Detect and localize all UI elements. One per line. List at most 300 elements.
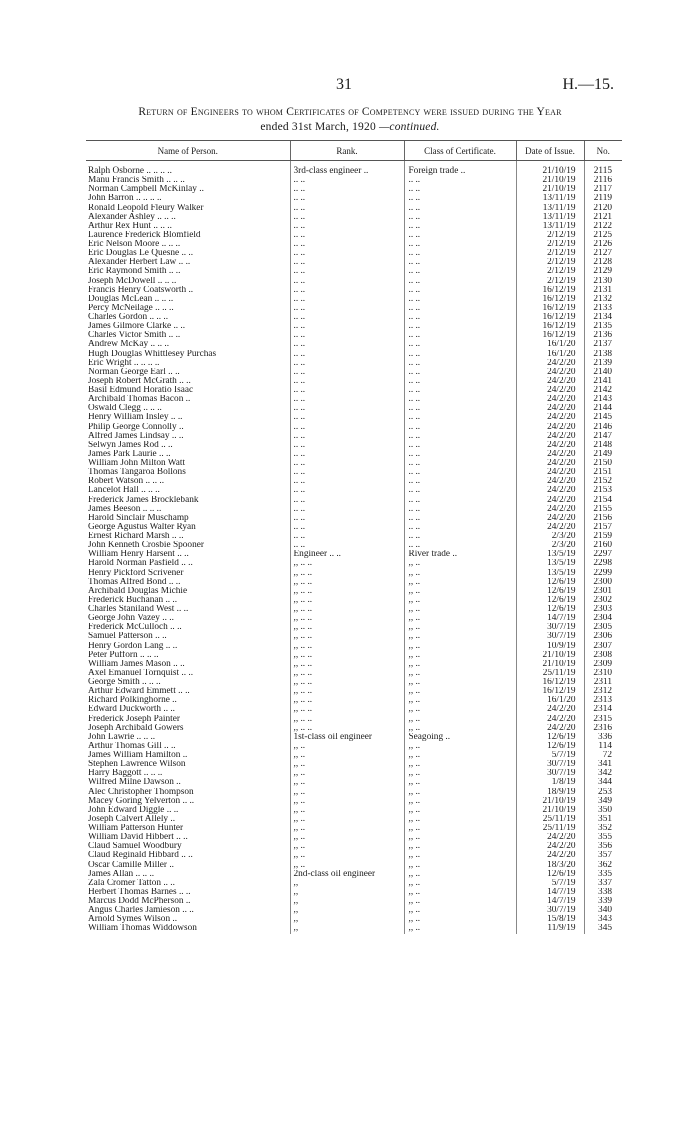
- certificate-class-cell: ,, ..: [404, 687, 516, 696]
- date-of-issue-cell: 18/3/20: [516, 861, 584, 870]
- rank-cell: ,,: [290, 897, 404, 906]
- table-row: [86, 161, 622, 177]
- certificate-number-cell: 2309: [584, 660, 622, 669]
- certificate-class-cell: .. ..: [404, 468, 516, 477]
- date-of-issue-cell: 5/7/19: [516, 751, 584, 760]
- certificate-class-cell: ,, ..: [404, 605, 516, 614]
- table-row: [86, 660, 622, 669]
- certificate-class-cell: .. ..: [404, 386, 516, 395]
- certificate-number-cell: 349: [584, 797, 622, 806]
- person-name-cell: Norman George Earl .. ..: [88, 367, 180, 377]
- table-row: [86, 432, 622, 441]
- certificate-class-cell: .. ..: [404, 459, 516, 468]
- certificate-class-cell: .. ..: [404, 523, 516, 532]
- rank-cell: .. ..: [290, 441, 404, 450]
- date-of-issue-cell: 18/9/19: [516, 788, 584, 797]
- column-header-rank: Rank.: [290, 141, 404, 161]
- date-of-issue-cell: 24/2/20: [516, 432, 584, 441]
- rank-cell: .. ..: [290, 386, 404, 395]
- date-of-issue-cell: 13/11/19: [516, 194, 584, 203]
- date-of-issue-cell: 24/2/20: [516, 413, 584, 422]
- certificate-class-cell: .. ..: [404, 322, 516, 331]
- rank-cell: 3rd-class engineer ..: [290, 161, 404, 177]
- date-of-issue-cell: 13/5/19: [516, 569, 584, 578]
- table-row: [86, 751, 622, 760]
- certificate-class-cell: .. ..: [404, 267, 516, 276]
- date-of-issue-cell: 5/7/19: [516, 879, 584, 888]
- certificate-number-cell: 340: [584, 906, 622, 915]
- rank-cell: .. ..: [290, 185, 404, 194]
- certificate-class-cell: ,, ..: [404, 614, 516, 623]
- rank-cell: .. ..: [290, 304, 404, 313]
- rank-cell: .. ..: [290, 496, 404, 505]
- certificate-number-cell: 2120: [584, 204, 622, 213]
- table-row: [86, 532, 622, 541]
- table-row: [86, 924, 622, 933]
- date-of-issue-cell: 24/2/20: [516, 386, 584, 395]
- table-row: [86, 578, 622, 587]
- person-name-cell: Claud Reginald Hibbard .. ..: [88, 851, 193, 861]
- certificate-class-cell: .. ..: [404, 204, 516, 213]
- rank-cell: .. ..: [290, 413, 404, 422]
- certificate-number-cell: 2115: [584, 161, 622, 177]
- table-row: [86, 450, 622, 459]
- rank-cell: .. ..: [290, 286, 404, 295]
- table-row: [86, 441, 622, 450]
- table-row: [86, 569, 622, 578]
- certificate-class-cell: .. ..: [404, 277, 516, 286]
- rank-cell: .. ..: [290, 249, 404, 258]
- date-of-issue-cell: 16/12/19: [516, 678, 584, 687]
- person-name-cell: Arthur Thomas Gill .. ..: [88, 741, 176, 751]
- certificate-class-cell: .. ..: [404, 404, 516, 413]
- certificate-class-cell: .. ..: [404, 486, 516, 495]
- table-row: [86, 642, 622, 651]
- table-row: [86, 423, 622, 432]
- certificate-class-cell: Foreign trade ..: [404, 161, 516, 177]
- person-name-cell: Manu Francis Smith .. .. ..: [88, 176, 185, 186]
- certificate-number-cell: 355: [584, 833, 622, 842]
- table-row: [86, 806, 622, 815]
- person-name-cell: Selwyn James Rod .. ..: [88, 440, 173, 450]
- table-row: [86, 514, 622, 523]
- person-name-cell: Alec Christopher Thompson: [88, 787, 194, 797]
- table-row: [86, 897, 622, 906]
- certificate-class-cell: ,, ..: [404, 715, 516, 724]
- certificate-number-cell: 356: [584, 842, 622, 851]
- rank-cell: ,, .. ..: [290, 678, 404, 687]
- date-of-issue-cell: 21/10/19: [516, 806, 584, 815]
- person-name-cell: George Smith .. .. ..: [88, 678, 161, 687]
- date-of-issue-cell: 16/1/20: [516, 340, 584, 349]
- rank-cell: .. ..: [290, 486, 404, 495]
- date-of-issue-cell: 24/2/20: [516, 477, 584, 486]
- certificate-class-cell: ,, ..: [404, 778, 516, 787]
- rank-cell: ,,: [290, 906, 404, 915]
- date-of-issue-cell: 24/2/20: [516, 377, 584, 386]
- certificate-class-cell: .. ..: [404, 240, 516, 249]
- person-name-cell: Francis Henry Coatsworth ..: [88, 285, 194, 295]
- table-row: [86, 176, 622, 185]
- date-of-issue-cell: 16/12/19: [516, 331, 584, 340]
- table-row: [86, 359, 622, 368]
- date-of-issue-cell: 21/10/19: [516, 797, 584, 806]
- date-of-issue-cell: 21/10/19: [516, 660, 584, 669]
- person-name-cell: James William Hamilton ..: [88, 751, 188, 760]
- rank-cell: .. ..: [290, 222, 404, 231]
- certificate-number-cell: 2125: [584, 231, 622, 240]
- certificate-class-cell: .. ..: [404, 222, 516, 231]
- certificate-class-cell: ,, ..: [404, 861, 516, 870]
- certificate-number-cell: 253: [584, 788, 622, 797]
- certificate-class-cell: .. ..: [404, 213, 516, 222]
- date-of-issue-cell: 12/6/19: [516, 742, 584, 751]
- rank-cell: ,, ..: [290, 861, 404, 870]
- person-name-cell: William David Hibbert .. ..: [88, 833, 188, 843]
- date-of-issue-cell: 12/6/19: [516, 596, 584, 605]
- certificate-number-cell: 2156: [584, 514, 622, 523]
- certificate-class-cell: .. ..: [404, 395, 516, 404]
- person-name-cell: Stephen Lawrence Wilson: [88, 760, 186, 770]
- certificate-number-cell: 2119: [584, 194, 622, 203]
- certificate-class-cell: ,, ..: [404, 879, 516, 888]
- table-row: [86, 906, 622, 915]
- rank-cell: ,, .. ..: [290, 724, 404, 733]
- person-name-cell: John Lawrie .. .. ..: [88, 732, 156, 742]
- rank-cell: ,, .. ..: [290, 578, 404, 587]
- table-row: [86, 368, 622, 377]
- table-row: [86, 614, 622, 623]
- rank-cell: 1st-class oil engineer: [290, 733, 404, 742]
- table-row: [86, 760, 622, 769]
- date-of-issue-cell: 2/3/20: [516, 532, 584, 541]
- table-row: [86, 605, 622, 614]
- rank-cell: Engineer .. ..: [290, 550, 404, 559]
- certificate-number-cell: 338: [584, 888, 622, 897]
- rank-cell: .. ..: [290, 377, 404, 386]
- person-name-cell: Andrew McKay .. .. ..: [88, 340, 170, 350]
- person-name-cell: Samuel Patterson .. ..: [88, 632, 167, 642]
- certificate-number-cell: 352: [584, 824, 622, 833]
- date-of-issue-cell: 13/11/19: [516, 204, 584, 213]
- table-row: [86, 724, 622, 733]
- certificate-class-cell: ,, ..: [404, 678, 516, 687]
- certificate-class-cell: ,, ..: [404, 824, 516, 833]
- table-row: [86, 705, 622, 714]
- column-header-name: Name of Person.: [86, 141, 290, 161]
- date-of-issue-cell: 12/6/19: [516, 733, 584, 742]
- person-name-cell: James Beeson .. .. ..: [88, 504, 162, 514]
- certificate-number-cell: 350: [584, 806, 622, 815]
- rank-cell: ,,: [290, 879, 404, 888]
- certificate-class-cell: ,, ..: [404, 815, 516, 824]
- rank-cell: ,, .. ..: [290, 632, 404, 641]
- certificate-class-cell: .. ..: [404, 249, 516, 258]
- rank-cell: .. ..: [290, 523, 404, 532]
- date-of-issue-cell: 24/2/20: [516, 851, 584, 860]
- person-name-cell: Basil Edmund Horatio Isaac: [88, 386, 194, 395]
- certificate-number-cell: 339: [584, 897, 622, 906]
- rank-cell: .. ..: [290, 505, 404, 514]
- table-row: [86, 632, 622, 641]
- table-row: [86, 477, 622, 486]
- certificate-class-cell: ,, ..: [404, 705, 516, 714]
- rank-cell: .. ..: [290, 477, 404, 486]
- table-row: [86, 231, 622, 240]
- certificate-number-cell: 2116: [584, 176, 622, 185]
- table-body: [86, 161, 622, 934]
- date-of-issue-cell: 2/12/19: [516, 277, 584, 286]
- date-of-issue-cell: 12/6/19: [516, 587, 584, 596]
- table-row: [86, 778, 622, 787]
- certificate-class-cell: ,, ..: [404, 596, 516, 605]
- date-of-issue-cell: 1/8/19: [516, 778, 584, 787]
- date-of-issue-cell: 10/9/19: [516, 642, 584, 651]
- table-row: [86, 286, 622, 295]
- table-row: [86, 258, 622, 267]
- person-name-cell: Eric Wright .. .. .. ..: [88, 358, 160, 368]
- person-name-cell: Edward Duckworth .. ..: [88, 705, 176, 715]
- certificate-class-cell: ,, ..: [404, 924, 516, 933]
- certificate-class-cell: ,, ..: [404, 833, 516, 842]
- date-of-issue-cell: 2/12/19: [516, 231, 584, 240]
- certificate-class-cell: ,, ..: [404, 660, 516, 669]
- certificate-number-cell: 2299: [584, 569, 622, 578]
- certificates-table: [86, 140, 622, 934]
- certificate-number-cell: 2316: [584, 724, 622, 733]
- rank-cell: ,, .. ..: [290, 705, 404, 714]
- person-name-cell: Lancelot Hall .. .. ..: [88, 486, 160, 496]
- date-of-issue-cell: 14/7/19: [516, 614, 584, 623]
- date-of-issue-cell: 11/9/19: [516, 924, 584, 933]
- certificate-class-cell: ,, ..: [404, 788, 516, 797]
- certificate-class-cell: Seagoing ..: [404, 733, 516, 742]
- certificate-number-cell: 343: [584, 915, 622, 924]
- certificate-number-cell: 2311: [584, 678, 622, 687]
- date-of-issue-cell: 24/2/20: [516, 395, 584, 404]
- person-name-cell: Alfred James Lindsay .. ..: [88, 431, 184, 441]
- column-header-date: Date of Issue.: [516, 141, 584, 161]
- rank-cell: .. ..: [290, 423, 404, 432]
- date-of-issue-cell: 16/12/19: [516, 286, 584, 295]
- certificate-number-cell: 2135: [584, 322, 622, 331]
- person-name-cell: Ralph Osborne .. .. .. ..: [88, 166, 172, 176]
- certificate-class-cell: .. ..: [404, 359, 516, 368]
- certificate-number-cell: 2134: [584, 313, 622, 322]
- date-of-issue-cell: 24/2/20: [516, 468, 584, 477]
- date-of-issue-cell: 24/2/20: [516, 423, 584, 432]
- rank-cell: .. ..: [290, 368, 404, 377]
- person-name-cell: Arnold Symes Wilson ..: [88, 915, 178, 925]
- person-name-cell: John Barron .. .. .. ..: [88, 194, 162, 204]
- certificate-number-cell: 2312: [584, 687, 622, 696]
- date-of-issue-cell: 30/7/19: [516, 632, 584, 641]
- rank-cell: ,,: [290, 888, 404, 897]
- certificate-number-cell: 2138: [584, 350, 622, 359]
- table-row: [86, 194, 622, 203]
- person-name-cell: William Thomas Widdowson: [88, 924, 197, 934]
- person-name-cell: Ronald Leopold Fleury Walker: [88, 203, 204, 213]
- person-name-cell: Henry Gordon Lang .. ..: [88, 641, 178, 651]
- rank-cell: .. ..: [290, 468, 404, 477]
- certificate-number-cell: 2154: [584, 496, 622, 505]
- rank-cell: ,, .. ..: [290, 669, 404, 678]
- person-name-cell: Percy McNeilage .. .. ..: [88, 303, 174, 313]
- date-of-issue-cell: 30/7/19: [516, 760, 584, 769]
- table-row: [86, 879, 622, 888]
- rank-cell: .. ..: [290, 258, 404, 267]
- certificate-class-cell: .. ..: [404, 514, 516, 523]
- person-name-cell: Thomas Tangaroa Bollons: [88, 468, 186, 478]
- certificate-number-cell: 2315: [584, 715, 622, 724]
- rank-cell: ,, ..: [290, 833, 404, 842]
- table-row: [86, 277, 622, 286]
- rank-cell: ,, .. ..: [290, 715, 404, 724]
- person-name-cell: William John Milton Watt: [88, 459, 186, 468]
- certificate-class-cell: .. ..: [404, 441, 516, 450]
- person-name-cell: George John Vazey .. ..: [88, 614, 174, 624]
- date-of-issue-cell: 24/2/20: [516, 359, 584, 368]
- rank-cell: .. ..: [290, 459, 404, 468]
- rank-cell: ,, .. ..: [290, 569, 404, 578]
- person-name-cell: John Edward Diggle .. ..: [88, 805, 179, 815]
- date-of-issue-cell: 14/7/19: [516, 897, 584, 906]
- date-of-issue-cell: 24/2/20: [516, 514, 584, 523]
- certificate-class-cell: .. ..: [404, 295, 516, 304]
- certificate-number-cell: 2144: [584, 404, 622, 413]
- certificate-number-cell: 2147: [584, 432, 622, 441]
- rank-cell: .. ..: [290, 432, 404, 441]
- certificate-class-cell: .. ..: [404, 231, 516, 240]
- person-name-cell: Arthur Rex Hunt .. .. ..: [88, 221, 172, 231]
- certificate-number-cell: 2157: [584, 523, 622, 532]
- certificate-number-cell: 362: [584, 861, 622, 870]
- certificate-number-cell: 2145: [584, 413, 622, 422]
- certificate-class-cell: .. ..: [404, 340, 516, 349]
- date-of-issue-cell: 24/2/20: [516, 705, 584, 714]
- table-row: [86, 213, 622, 222]
- rank-cell: ,, ..: [290, 797, 404, 806]
- table-row: [86, 377, 622, 386]
- person-name-cell: Joseph Archibald Gowers: [88, 723, 184, 733]
- certificate-class-cell: .. ..: [404, 194, 516, 203]
- date-of-issue-cell: 24/2/20: [516, 505, 584, 514]
- table-row: [86, 496, 622, 505]
- person-name-cell: Herbert Thomas Barnes .. ..: [88, 887, 191, 897]
- rank-cell: ,, ..: [290, 751, 404, 760]
- person-name-cell: James Park Laurie .. ..: [88, 449, 171, 459]
- certificate-number-cell: 2132: [584, 295, 622, 304]
- rank-cell: ,, .. ..: [290, 596, 404, 605]
- person-name-cell: William Henry Harsent .. ..: [88, 550, 189, 560]
- rank-cell: ,, .. ..: [290, 623, 404, 632]
- certificate-class-cell: .. ..: [404, 368, 516, 377]
- certificate-class-cell: ,, ..: [404, 906, 516, 915]
- person-name-cell: Oscar Camille Miller ..: [88, 860, 174, 870]
- date-of-issue-cell: 2/12/19: [516, 267, 584, 276]
- certificate-class-cell: ,, ..: [404, 797, 516, 806]
- rank-cell: ,,: [290, 915, 404, 924]
- certificate-class-cell: ,, ..: [404, 559, 516, 568]
- table-row: [86, 715, 622, 724]
- table-row: [86, 267, 622, 276]
- certificate-number-cell: 2298: [584, 559, 622, 568]
- person-name-cell: Hugh Douglas Whittlesey Purchas: [88, 349, 217, 359]
- certificate-number-cell: 335: [584, 870, 622, 879]
- rank-cell: .. ..: [290, 277, 404, 286]
- date-of-issue-cell: 13/5/19: [516, 559, 584, 568]
- rank-cell: ,, .. ..: [290, 587, 404, 596]
- rank-cell: ,, ..: [290, 806, 404, 815]
- table-row: [86, 486, 622, 495]
- certificate-class-cell: ,, ..: [404, 669, 516, 678]
- person-name-cell: Zala Cromer Tatton .. ..: [88, 878, 175, 888]
- date-of-issue-cell: 24/2/20: [516, 404, 584, 413]
- person-name-cell: Frederick Buchanan .. ..: [88, 595, 178, 605]
- certificate-class-cell: ,, ..: [404, 696, 516, 705]
- certificate-number-cell: 2136: [584, 331, 622, 340]
- date-of-issue-cell: 2/12/19: [516, 249, 584, 258]
- table-row: [86, 331, 622, 340]
- date-of-issue-cell: 24/2/20: [516, 459, 584, 468]
- person-name-cell: Harry Baggott .. .. ..: [88, 769, 163, 779]
- rank-cell: ,, .. ..: [290, 559, 404, 568]
- date-of-issue-cell: 16/12/19: [516, 322, 584, 331]
- certificate-class-cell: .. ..: [404, 350, 516, 359]
- rank-cell: ,,: [290, 924, 404, 933]
- certificate-class-cell: ,, ..: [404, 769, 516, 778]
- date-of-issue-cell: 24/2/20: [516, 441, 584, 450]
- person-name-cell: Norman Campbell McKinlay ..: [88, 185, 204, 195]
- person-name-cell: Charles Gordon .. .. ..: [88, 313, 169, 322]
- date-of-issue-cell: 30/7/19: [516, 906, 584, 915]
- certificate-number-cell: 72: [584, 751, 622, 760]
- certificate-class-cell: ,, ..: [404, 587, 516, 596]
- title-line-2: [80, 120, 620, 135]
- person-name-cell: James Gilmore Clarke .. ..: [88, 322, 186, 332]
- person-name-cell: Henry Pickford Scrivener: [88, 568, 184, 578]
- rank-cell: .. ..: [290, 295, 404, 304]
- table-row: [86, 842, 622, 851]
- table-row: [86, 185, 622, 194]
- date-of-issue-cell: 24/2/20: [516, 724, 584, 733]
- column-header-class: Class of Certificate.: [404, 141, 516, 161]
- person-name-cell: Thomas Alfred Bond .. ..: [88, 577, 181, 587]
- person-name-cell: Axel Emanuel Tornquist .. ..: [88, 668, 194, 678]
- date-of-issue-cell: 2/3/20: [516, 541, 584, 550]
- table-row: [86, 295, 622, 304]
- rank-cell: .. ..: [290, 240, 404, 249]
- certificate-number-cell: 2117: [584, 185, 622, 194]
- certificate-class-cell: .. ..: [404, 532, 516, 541]
- rank-cell: .. ..: [290, 231, 404, 240]
- rank-cell: .. ..: [290, 450, 404, 459]
- person-name-cell: Macey Goring Yelverton .. ..: [88, 796, 195, 806]
- person-name-cell: Henry William Insley .. ..: [88, 413, 183, 423]
- table-row: [86, 222, 622, 231]
- date-of-issue-cell: 2/12/19: [516, 258, 584, 267]
- certificate-class-cell: ,, ..: [404, 632, 516, 641]
- table-row: [86, 404, 622, 413]
- person-name-cell: Alexander Herbert Law .. ..: [88, 258, 191, 268]
- person-name-cell: Ernest Richard Marsh .. ..: [88, 532, 184, 541]
- rank-cell: .. ..: [290, 340, 404, 349]
- rank-cell: 2nd-class oil engineer: [290, 870, 404, 879]
- date-of-issue-cell: 13/11/19: [516, 222, 584, 231]
- person-name-cell: Peter Pufforn .. .. ..: [88, 650, 159, 660]
- certificate-class-cell: .. ..: [404, 258, 516, 267]
- person-name-cell: Wilfred Milne Dawson ..: [88, 778, 181, 788]
